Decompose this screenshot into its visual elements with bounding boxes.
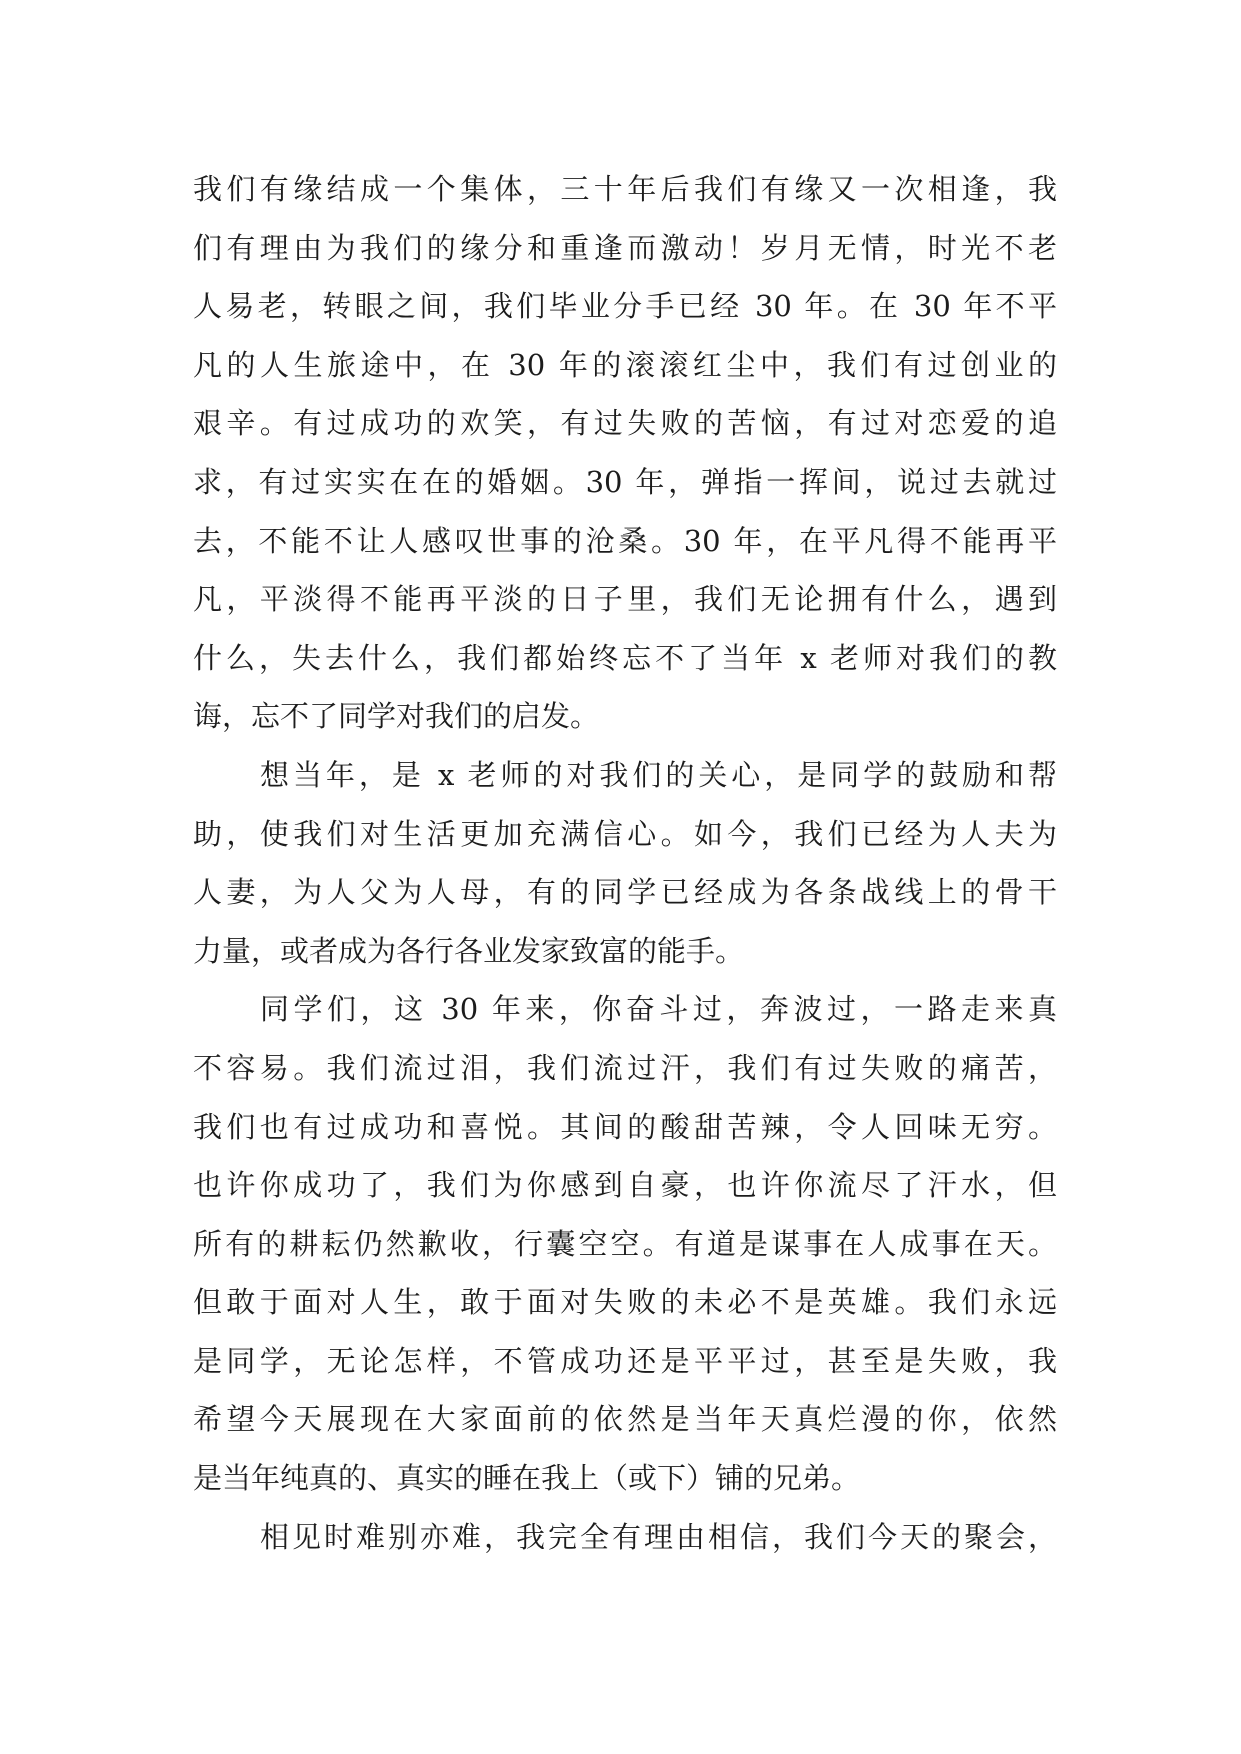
paragraph-3 <box>193 980 1057 1507</box>
text-line: 也许你成功了，我们为你感到自豪，也许你流尽了汗水，但 <box>193 1168 1057 1203</box>
text-line: 去，不能不让人感叹世事的沧桑。30 年，在平凡得不能再平 <box>193 523 1057 558</box>
text-line: 同学们，这 30 年来，你奋斗过，奔波过，一路走来真 <box>260 992 1057 1027</box>
text-line: 是同学，无论怎样，不管成功还是平平过，甚至是失败，我 <box>193 1343 1057 1378</box>
text-line: 艰辛。有过成功的欢笑，有过失败的苦恼，有过对恋爱的追 <box>193 406 1057 441</box>
text-line: 诲，忘不了同学对我们的启发。 <box>193 699 600 734</box>
text-line: 人妻，为人父为人母，有的同学已经成为各条战线上的骨干 <box>193 875 1057 910</box>
paragraph-2 <box>193 746 1057 980</box>
paragraph-4 <box>193 1508 1057 1567</box>
paragraph-1 <box>193 160 1057 746</box>
text-line: 想当年，是 x 老师的对我们的关心，是同学的鼓励和帮 <box>260 757 1057 792</box>
document-body <box>193 160 1057 1566</box>
text-line: 凡的人生旅途中，在 30 年的滚滚红尘中，我们有过创业的 <box>193 347 1057 382</box>
text-line: 求，有过实实在在的婚姻。30 年，弹指一挥间，说过去就过 <box>193 464 1057 499</box>
text-line: 什么，失去什么，我们都始终忘不了当年 x 老师对我们的教 <box>193 640 1057 675</box>
text-line: 希望今天展现在大家面前的依然是当年天真烂漫的你，依然 <box>193 1402 1057 1437</box>
text-line: 力量，或者成为各行各业发家致富的能手。 <box>193 933 745 968</box>
text-line: 但敢于面对人生，敢于面对失败的未必不是英雄。我们永远 <box>193 1285 1057 1320</box>
text-line: 凡，平淡得不能再平淡的日子里，我们无论拥有什么，遇到 <box>193 582 1057 617</box>
text-line: 不容易。我们流过泪，我们流过汗，我们有过失败的痛苦， <box>193 1050 1057 1085</box>
text-line: 相见时难别亦难，我完全有理由相信，我们今天的聚会， <box>260 1519 1057 1554</box>
text-line: 们有理由为我们的缘分和重逢而激动！岁月无情，时光不老 <box>193 230 1057 265</box>
text-line: 我们也有过成功和喜悦。其间的酸甜苦辣，令人回味无穷。 <box>193 1109 1057 1144</box>
text-line: 是当年纯真的、真实的睡在我上（或下）铺的兄弟。 <box>193 1461 861 1496</box>
text-line: 人易老，转眼之间，我们毕业分手已经 30 年。在 30 年不平 <box>193 289 1057 324</box>
text-line: 我们有缘结成一个集体，三十年后我们有缘又一次相逢，我 <box>193 172 1057 206</box>
text-line: 所有的耕耘仍然歉收，行囊空空。有道是谋事在人成事在天。 <box>193 1226 1057 1261</box>
text-line: 助，使我们对生活更加充满信心。如今，我们已经为人夫为 <box>193 816 1057 851</box>
